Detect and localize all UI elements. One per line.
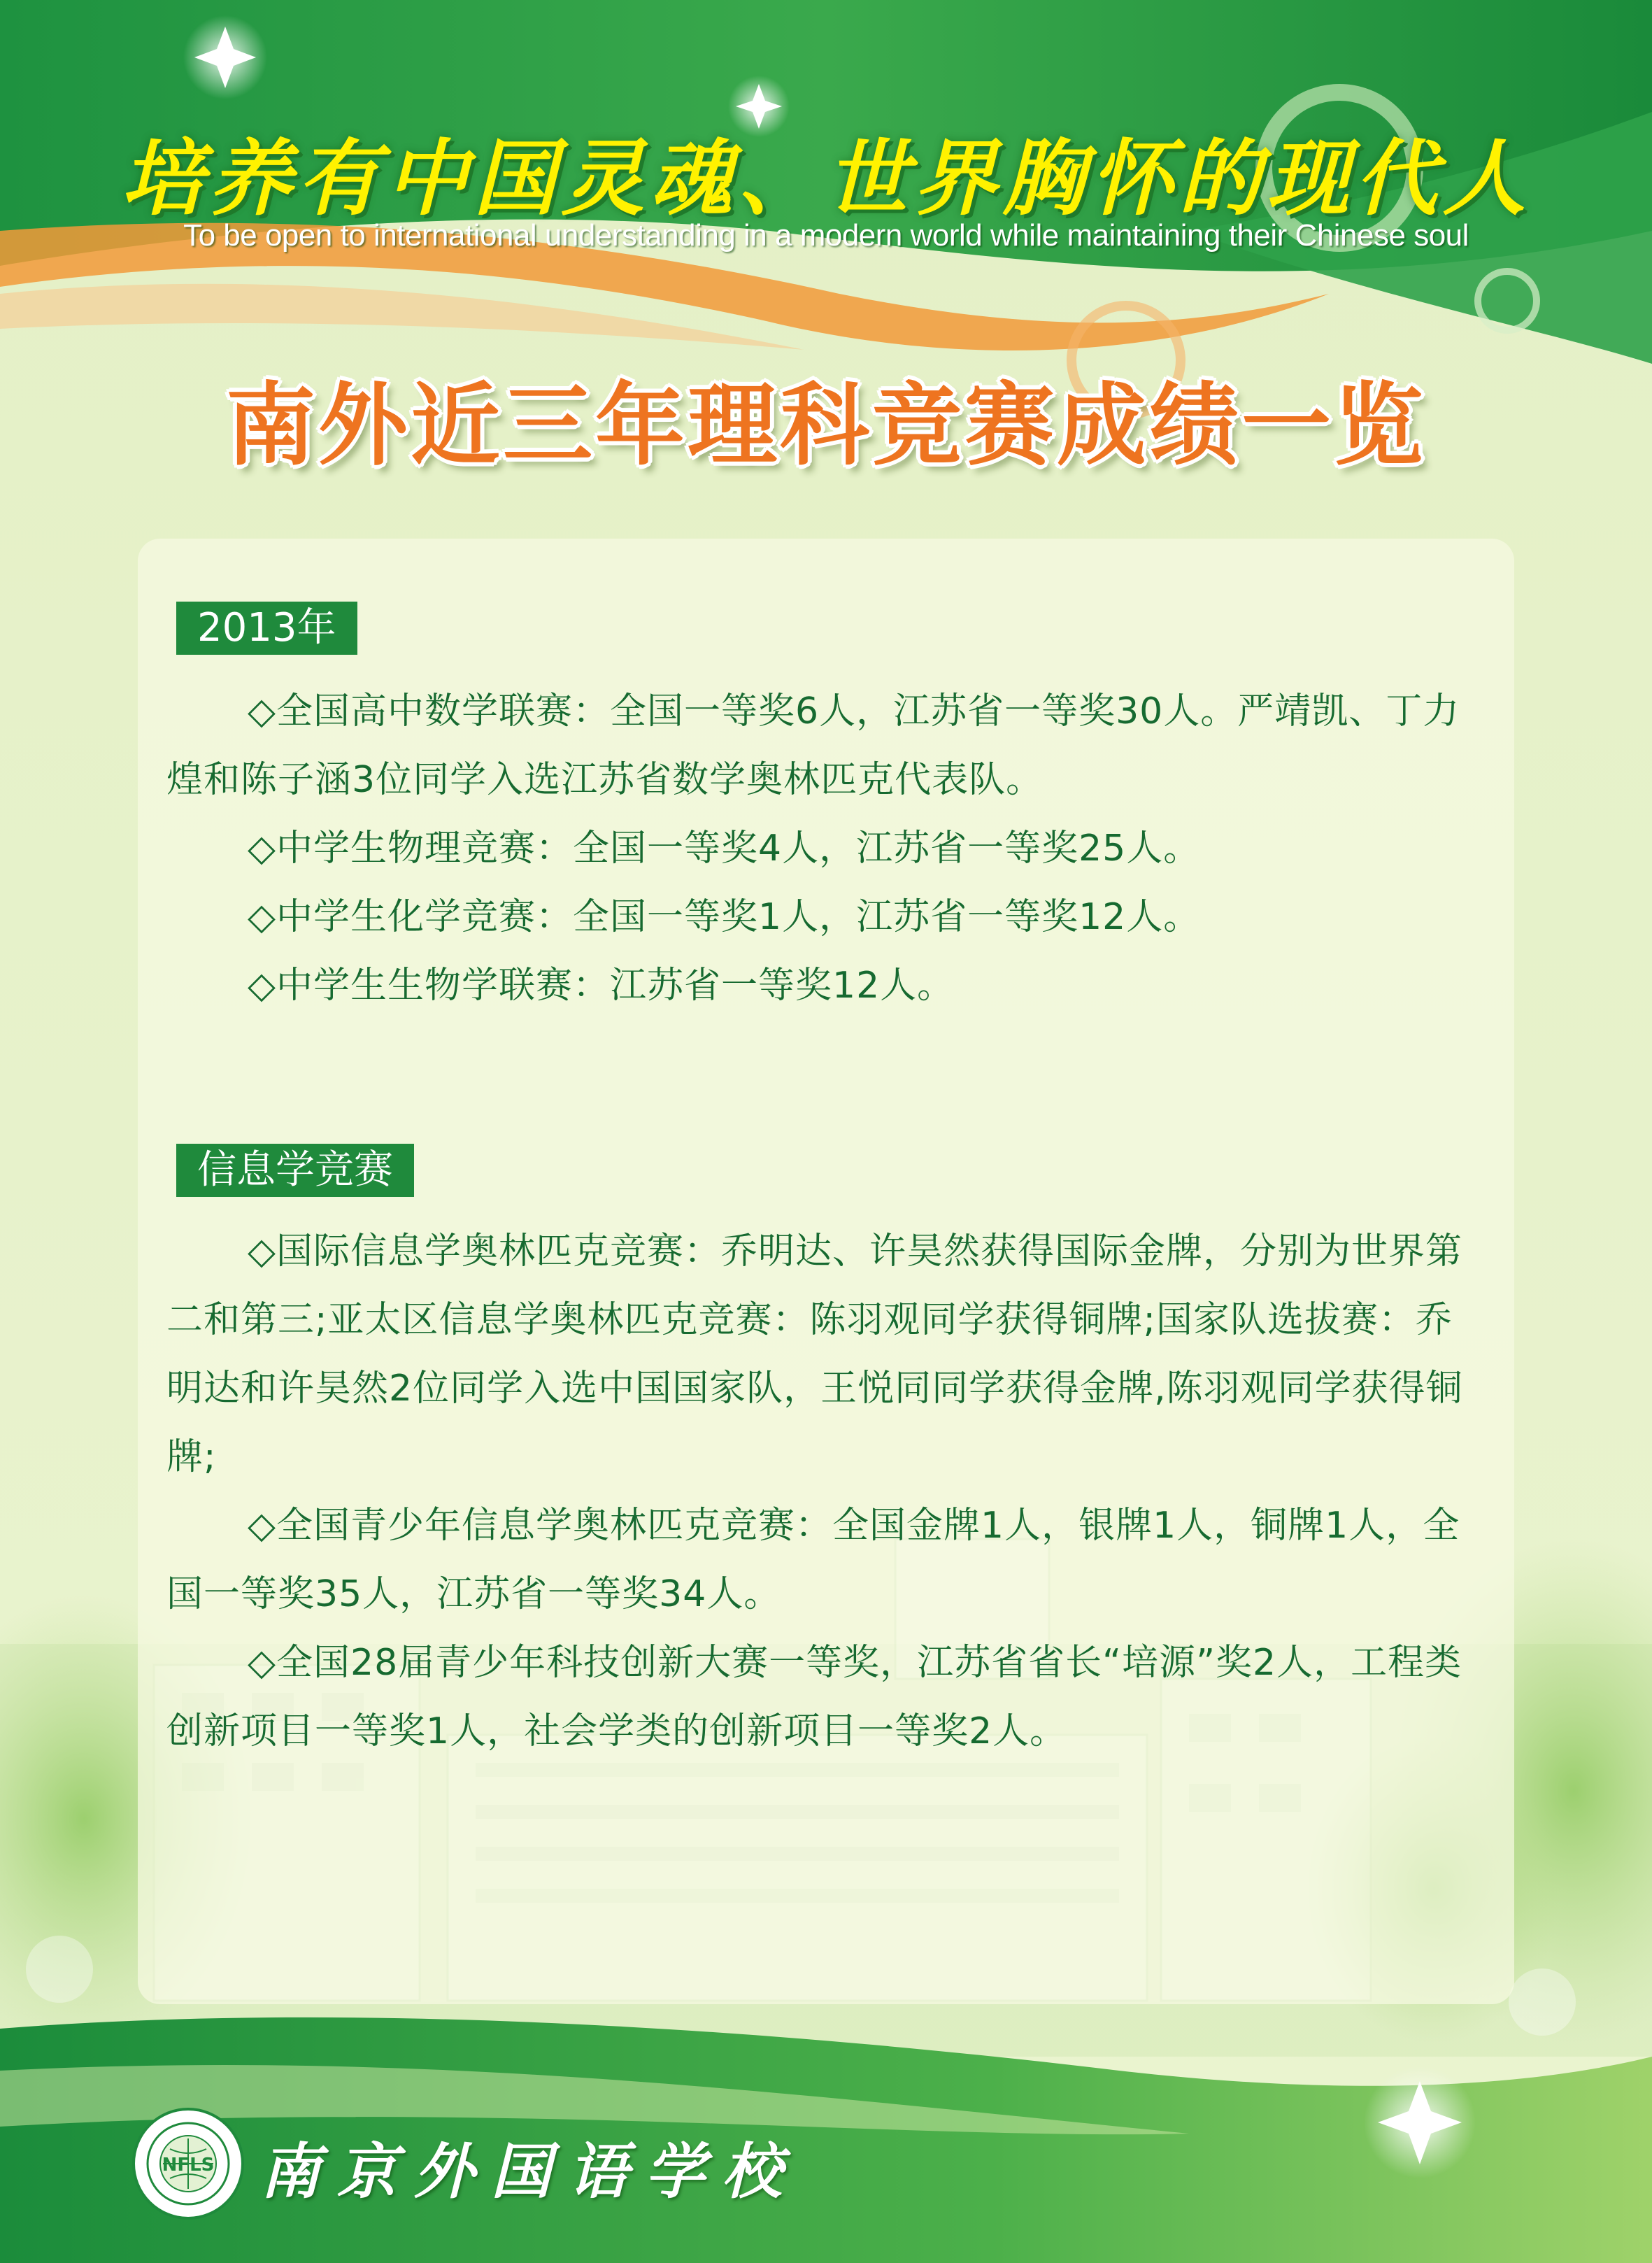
school-name: 南京外国语学校 bbox=[260, 2136, 799, 2207]
paragraph-ioi: ◇国际信息学奥林匹克竞赛：乔明达、许昊然获得国际金牌，分别为世界第二和第三;亚太区信息学奥林匹克竞赛：陈羽观同学获得铜牌;国家队选拔赛：乔明达和许昊然2位同学入选中国国家队，王悦同同学获得金牌,陈羽观同学获得铜牌; bbox=[166, 1230, 1463, 1478]
paragraph-innovation: ◇全国28届青少年科技创新大赛一等奖，江苏省省长“培源”奖2人，工程类创新项目一等奖1人，社会学类的创新项目一等奖2人。 bbox=[166, 1642, 1462, 1752]
paragraph-physics: ◇中学生物理竞赛：全国一等奖4人，江苏省一等奖25人。 bbox=[248, 828, 1201, 870]
paragraph-chemistry: ◇中学生化学竞赛：全国一等奖1人，江苏省一等奖12人。 bbox=[248, 896, 1201, 938]
school-logo bbox=[131, 2107, 245, 2220]
paragraph-noi: ◇全国青少年信息学奥林匹克竞赛：全国金牌1人，银牌1人，铜牌1人，全国一等奖35人，江苏省一等奖34人。 bbox=[166, 1505, 1460, 1615]
section-badge-informatics: 信息学竞赛 bbox=[176, 1144, 414, 1197]
section-badge-2013: 2013年 bbox=[176, 602, 357, 655]
slogan: 培养有中国灵魂、世界胸怀的现代人 bbox=[120, 130, 1531, 227]
logo-text: NFLS bbox=[162, 2155, 215, 2176]
paragraph-biology: ◇中学生生物学联赛：江苏省一等奖12人。 bbox=[248, 965, 955, 1007]
slogan-english: To be open to international understanding in a modern world while maintaining their Chinese soul bbox=[183, 218, 1469, 253]
page-title: 南外近三年理科竞赛成绩一览 bbox=[225, 374, 1426, 478]
paragraph-math: ◇全国高中数学联赛：全国一等奖6人，江苏省一等奖30人。严靖凯、丁力煌和陈子涵3位同学入选江苏省数学奥林匹克代表队。 bbox=[166, 690, 1460, 801]
